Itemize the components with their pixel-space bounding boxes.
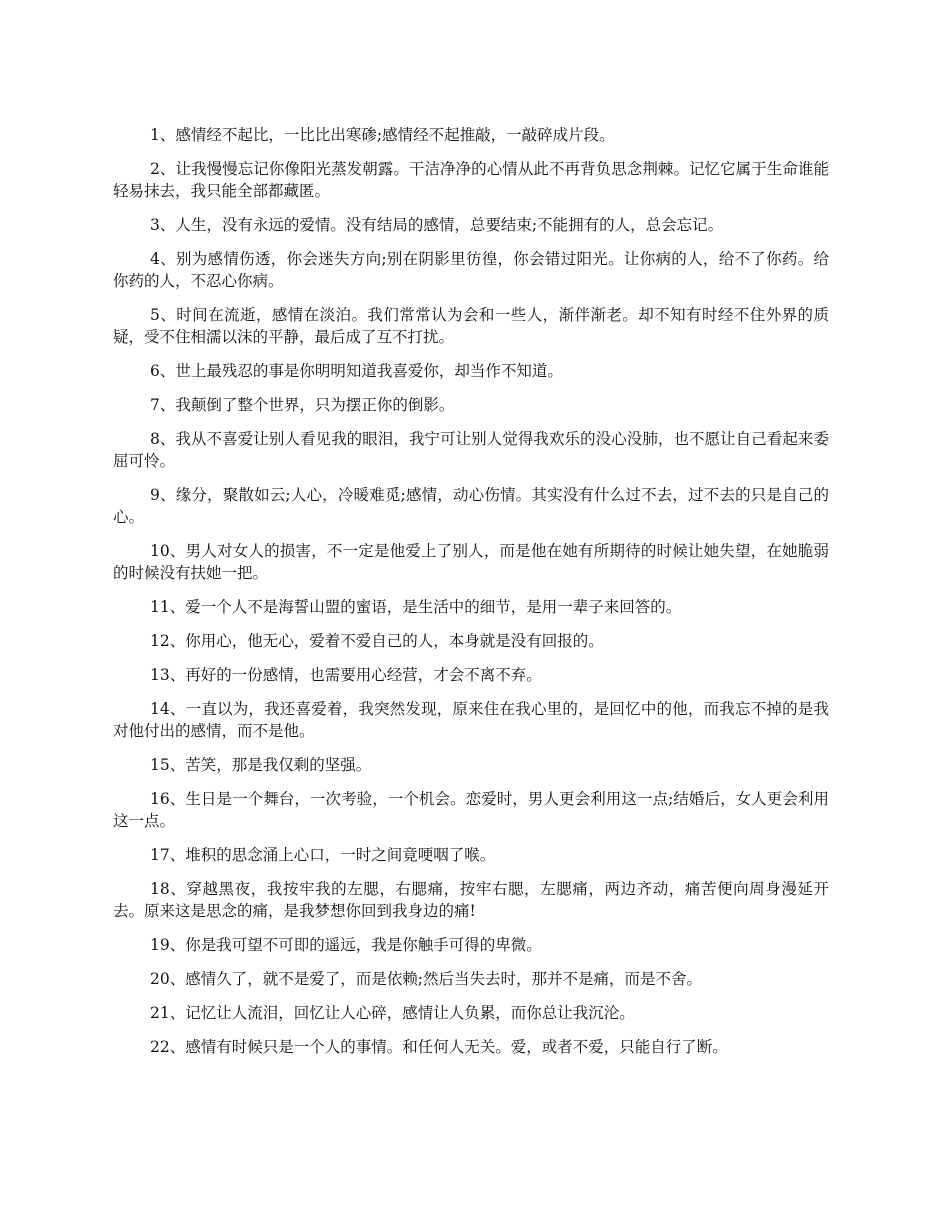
paragraph-1: 1、感情经不起比，一比比出寒碜;感情经不起推敲，一敲碎成片段。	[150, 126, 615, 144]
paragraph-6: 6、世上最残忍的事是你明明知道我喜爱你，却当作不知道。	[150, 362, 563, 380]
paragraph-19: 19、你是我可望不可即的遥远，我是你触手可得的卑微。	[150, 936, 542, 954]
paragraph-17: 17、堆积的思念涌上心口，一时之间竟哽咽了喉。	[150, 846, 496, 864]
document-body	[113, 124, 829, 1070]
paragraph-14: 14、一直以为，我还喜爱着，我突然发现，原来住在我心里的，是回忆中的他，而我忘不掉的是我对他付出的感情，而不是他。	[113, 700, 829, 740]
paragraph-3: 3、人生，没有永远的爱情。没有结局的感情，总要结束;不能拥有的人，总会忘记。	[150, 216, 724, 234]
paragraph-11: 11、爱一个人不是海誓山盟的蜜语，是生活中的细节，是用一辈子来回答的。	[150, 598, 682, 616]
paragraph-9: 9、缘分，聚散如云;人心，冷暖难觅;感情，动心伤情。其实没有什么过不去，过不去的只是自己的心。	[113, 486, 829, 526]
paragraph-21: 21、记忆让人流泪，回忆让人心碎，感情让人负累，而你总让我沉沦。	[150, 1004, 635, 1022]
paragraph-10: 10、男人对女人的损害，不一定是他爱上了别人，而是他在她有所期待的时候让她失望，在她脆弱的时候没有扶她一把。	[113, 542, 829, 582]
paragraph-8: 8、我从不喜爱让别人看见我的眼泪，我宁可让别人觉得我欢乐的没心没肺，也不愿让自己看起来委屈可怜。	[113, 430, 829, 470]
paragraph-20: 20、感情久了，就不是爱了，而是依赖;然后当失去时，那并不是痛，而是不舍。	[150, 970, 702, 988]
paragraph-7: 7、我颠倒了整个世界，只为摆正你的倒影。	[150, 396, 455, 414]
paragraph-16: 16、生日是一个舞台，一次考验，一个机会。恋爱时，男人更会利用这一点;结婚后，女人更会利用这一点。	[113, 790, 829, 830]
paragraph-13: 13、再好的一份感情，也需要用心经营，才会不离不弃。	[150, 666, 542, 684]
paragraph-12: 12、你用心，他无心，爱着不爱自己的人，本身就是没有回报的。	[150, 632, 604, 650]
paragraph-2: 2、让我慢慢忘记你像阳光蒸发朝露。干洁净净的心情从此不再背负思念荆棘。记忆它属于生命谁能轻易抹去，我只能全部都藏匿。	[113, 160, 829, 200]
paragraph-22: 22、感情有时候只是一个人的事情。和任何人无关。爱，或者不爱，只能自行了断。	[150, 1038, 728, 1056]
paragraph-15: 15、苦笑，那是我仅剩的坚强。	[150, 756, 372, 774]
paragraph-18: 18、穿越黑夜，我按牢我的左腮，右腮痛，按牢右腮，左腮痛，两边齐动，痛苦便向周身漫延开去。原来这是思念的痛，是我梦想你回到我身边的痛!	[113, 880, 829, 920]
paragraph-5: 5、时间在流逝，感情在淡泊。我们常常认为会和一些人，渐伴渐老。却不知有时经不住外界的质疑，受不住相濡以沫的平静，最后成了互不打扰。	[113, 306, 829, 346]
paragraph-4: 4、别为感情伤透，你会迷失方向;别在阴影里彷徨，你会错过阳光。让你病的人，给不了你药。给你药的人，不忍心你病。	[113, 250, 829, 290]
